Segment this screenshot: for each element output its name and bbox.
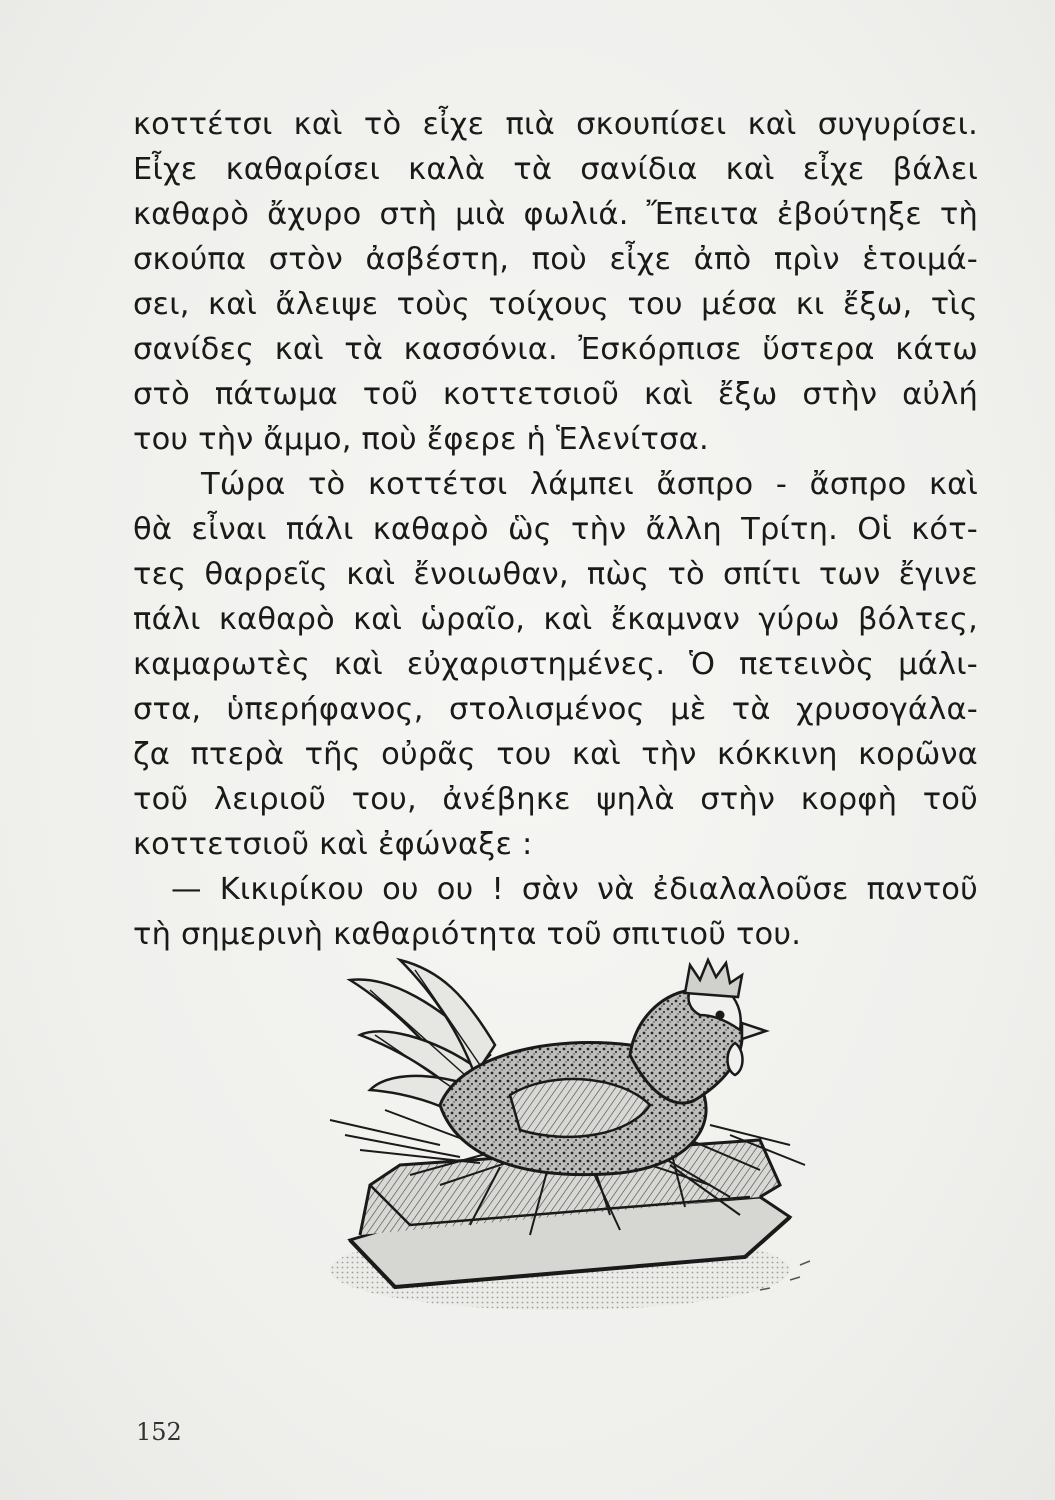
text-line: σανίδες καὶ τὰ κασσόνια. Ἐσκόρπισε ὕστερα κάτω [133,332,978,367]
text-line: σκούπα στὸν ἀσβέστη, ποὺ εἶχε ἀπὸ πρὶν ἑτοιμά- [133,242,978,277]
text-line: κοττετσιοῦ καὶ ἐφώναξε : [133,827,533,862]
text-line: στὸ πάτωμα τοῦ κοττετσιοῦ καὶ ἔξω στὴν αὐλή [133,377,978,412]
text-line: ζα πτερὰ τῆς οὐρᾶς του καὶ τὴν κόκκινη κορῶνα [133,737,978,772]
text-line: θὰ εἶναι πάλι καθαρὸ ὣς τὴν ἄλλη Τρίτη. Οἱ κότ- [133,512,978,547]
text-line: στα, ὑπερήφανος, στολισμένος μὲ τὰ χρυσογάλα- [133,692,978,727]
text-line: κοττέτσι καὶ τὸ εἶχε πιὰ σκουπίσει καὶ συγυρίσει. [133,107,978,142]
body-text [133,102,978,957]
text-line: — Κικιρίκου ου ου ! σὰν νὰ ἐδιαλαλοῦσε παντοῦ [171,872,978,907]
text-line: σει, καὶ ἄλειψε τοὺς τοίχους του μέσα κι ἔξω, τὶς [133,287,978,322]
page-number: 152 [136,1418,182,1446]
text-line: καθαρὸ ἄχυρο στὴ μιὰ φωλιά. Ἔπειτα ἐβούτηξε τὴ [133,197,978,232]
hen-in-nest-illustration [290,935,830,1335]
text-line: τοῦ λειριοῦ του, ἀνέβηκε ψηλὰ στὴν κορφὴ τοῦ [133,782,978,817]
text-line: Εἶχε καθαρίσει καλὰ τὰ σανίδια καὶ εἶχε βάλει [133,152,978,187]
text-line: τες θαρρεῖς καὶ ἔνοιωθαν, πὼς τὸ σπίτι των ἔγινε [133,557,978,592]
text-line: τὴ σημερινὴ καθαριότητα τοῦ σπιτιοῦ του. [133,917,802,952]
text-line: πάλι καθαρὸ καὶ ὡραῖο, καὶ ἔκαμναν γύρω βόλτες, [133,602,978,637]
text-line: καμαρωτὲς καὶ εὐχαριστημένες. Ὁ πετεινὸς μάλι- [133,647,978,682]
text-line: του τὴν ἄμμο, ποὺ ἔφερε ἡ Ἑλενίτσα. [133,422,709,457]
text-line: Τώρα τὸ κοττέτσι λάμπει ἄσπρο - ἄσπρο καὶ [201,467,978,502]
